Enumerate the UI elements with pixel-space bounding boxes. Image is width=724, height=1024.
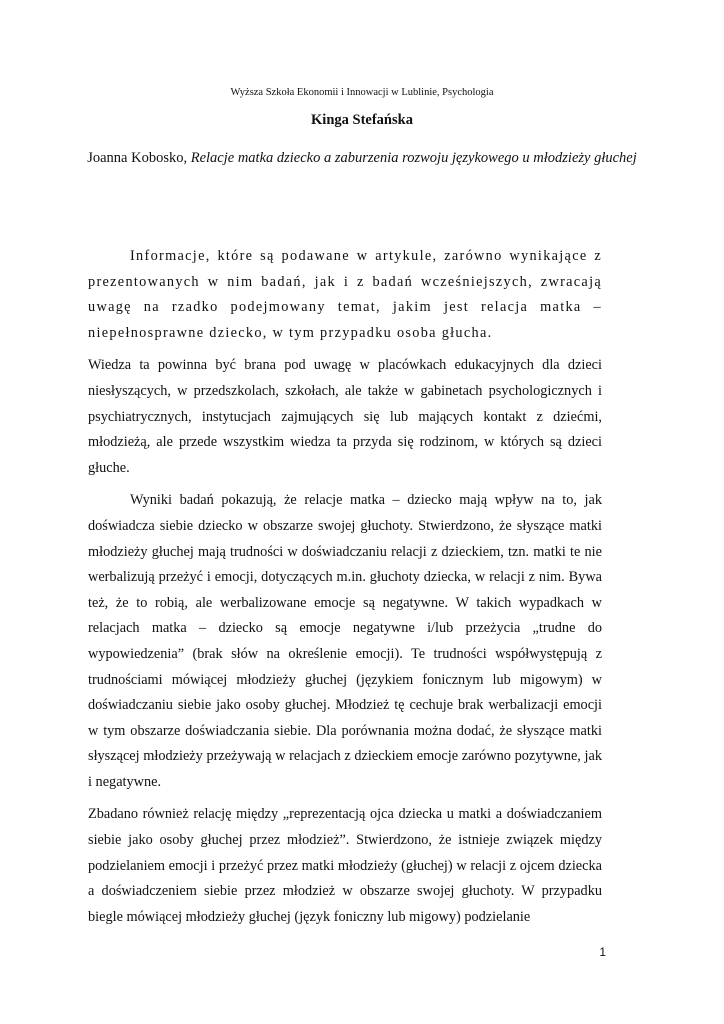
page-number: 1 [599,945,606,959]
paragraph-3: Wyniki badań pokazują, że relacje matka – dziecko mają wpływ na to, jak doświadcza siebie dziecko w obszarze swojej głuchoty. Stwierdzono, że słyszące matki młodzieży głuchej mają trudności w doświadczaniu relacji z dzieckiem, tzn. matki te nie werbalizują przeżyć i emocji, dotyczących m.in. głuchoty dziecka, w relacji z nim. Bywa też, że to robią, ale werbalizowane emocje są negatywne. W takich wypadkach w relacjach matka – dziecko są emocje negatywne i/lub przeżycia „trudne do wypowiedzenia” (brak słów na określenie emocji). Te trudności współwystępują z trudnościami mówiącej młodzieży głuchej (językiem fonicznym lub migowym) w doświadczaniu siebie jako osoby głuchej. Młodzież tę cechuje brak werbalizacji emocji w tym obszarze doświadczania siebie. Dla porównania można dodać, że słyszące matki słyszącej młodzieży przeżywają w relacjach z dzieckiem emocje zarówno pozytywne, jak i negatywne. [88,492,602,790]
paragraph-4: Zbadano również relację między „reprezentacją ojca dziecka u matki a doświadczaniem siebie jako osoby głuchej przez młodzież”. Stwierdzono, że istnieje związek między podzielaniem emocji i przeżyć przez matki młodzieży (głuchej) w relacji z ojcem dziecka a doświadczeniem siebie przez młodzież w obszarze swojej głuchoty. W przypadku biegle mówiącej młodzieży głuchej (język foniczny lub migowy) podzielanie [88,806,602,925]
paragraph-1: Informacje, które są podawane w artykule, zarówno wynikające z prezentowanych w nim badań, jak i z badań wcześniejszych, zwracają uwagę na rzadko podejmowany temat, jakim jest relacja matka – niepełnosprawne dziecko, w tym przypadku osoba głucha. [88,248,602,341]
reference-author: Joanna Kobosko, [87,150,191,166]
paragraph-2: Wiedza ta powinna być brana pod uwagę w placówkach edukacyjnych dla dzieci niesłyszących, w przedszkolach, szkołach, ale także w gabinetach psychologicznych i psychiatrycznych, instytucjach zajmujących się lub mających kontakt z dziećmi, młodzieżą, ale przede wszystkim wiedza ta przyda się rodzinom, w których są dzieci głuche. [88,357,602,476]
reference-title: Relacje matka dziecko a zaburzenia rozwoju językowego u młodzieży głuchej [190,150,637,166]
body-text [88,244,602,937]
institution-header: Wyższa Szkoła Ekonomii i Innowacji w Lublinie, Psychologia [230,87,494,98]
reviewed-article-reference [80,145,644,171]
author-name: Kinga Stefańska [311,112,413,128]
